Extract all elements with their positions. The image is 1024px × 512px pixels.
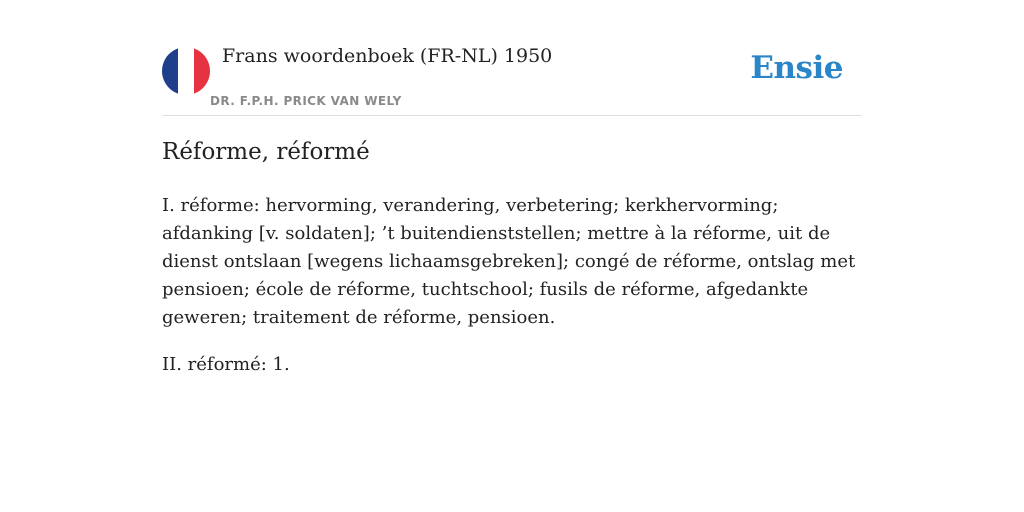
flag-stripe-white [178, 47, 194, 95]
entry-title: Réforme, réformé [162, 139, 370, 165]
flag-stripe-blue [162, 47, 178, 95]
entry-paragraph-2: II. réformé: 1. [162, 354, 290, 375]
flag-stripe-red [194, 47, 210, 95]
dictionary-title-link[interactable]: Frans woordenboek (FR-NL) 1950 [222, 45, 553, 67]
entry-body [162, 192, 862, 398]
entry-paragraph-1: I. réforme: hervorming, verandering, verbetering; kerkhervorming; afdanking [v. soldaten]; ’t buitendienststellen; mettre à la réforme, uit de dienst ontslaan [wegens lichaamsgebreken]; congé de réforme, ontslag met pensioen; école de réforme, tuchtschool; fusils de réforme, afgedankte geweren; traitement de réforme, pensioen. [162, 195, 856, 328]
dictionary-header [162, 0, 862, 116]
ensie-logo-link[interactable]: Ensie [750, 50, 843, 86]
dictionary-author: DR. F.P.H. PRICK VAN WELY [210, 94, 402, 108]
dictionary-entry-card [162, 0, 862, 512]
france-flag-icon [162, 47, 210, 95]
